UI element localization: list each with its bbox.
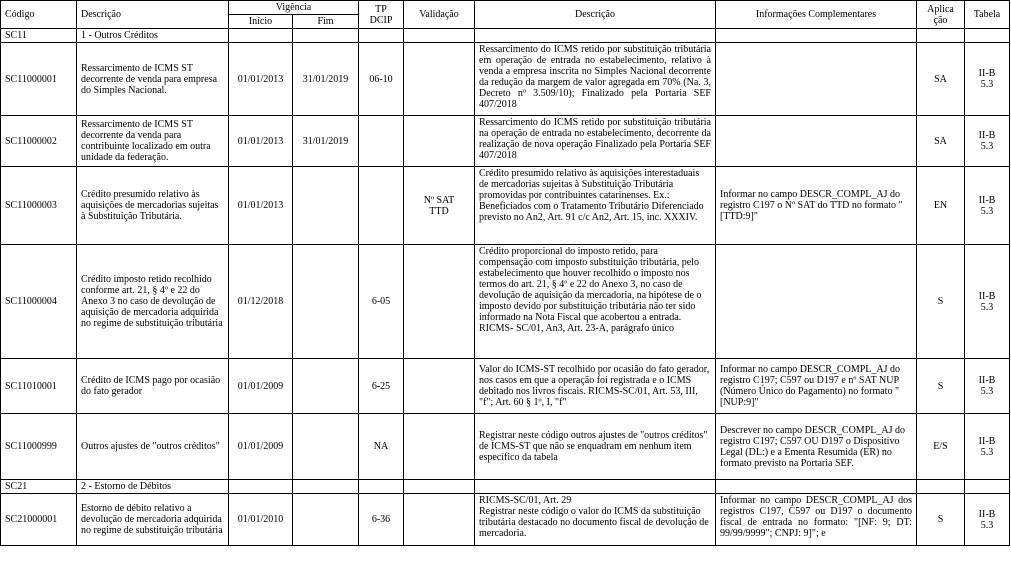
row-descricao-curta: Crédito presumido relativo às aquisições de mercadorias sujeitas à Substituição Tributária. [77, 167, 229, 245]
table-row [1, 43, 1010, 116]
row-codigo: SC11000001 [1, 43, 77, 116]
row-info [716, 43, 917, 116]
section-code: SC11 [1, 29, 77, 43]
row-aplicacao: EN [917, 167, 965, 245]
row-descricao-curta: Estorno de débito relativo a devolução de mercadoria adquirida no regime de substituição tributária [77, 494, 229, 546]
row-aplicacao: SA [917, 43, 965, 116]
row-inicio: 01/01/2009 [229, 414, 293, 480]
section-row [1, 29, 1010, 43]
row-codigo: SC11000002 [1, 116, 77, 167]
row-tp-dcip: 6-36 [359, 494, 404, 546]
row-descricao: Ressarcimento do ICMS retido por substituição tributária na operação de entrada no estabelecimento, decorrente da realização de nova operação Finalizado pela Portaria SEF 407/2018 [475, 116, 716, 167]
row-validacao [404, 116, 475, 167]
row-validacao [404, 359, 475, 414]
row-aplicacao: S [917, 494, 965, 546]
row-fim [293, 359, 359, 414]
row-tp-dcip: 06-10 [359, 43, 404, 116]
row-aplicacao: S [917, 245, 965, 359]
header-fim: Fim [293, 15, 359, 29]
row-codigo: SC11000999 [1, 414, 77, 480]
header-tabela: Tabela [965, 1, 1010, 29]
row-descricao: Valor do ICMS-ST recolhido por ocasião do fato gerador, nos casos em que a operação foi registrada e o ICMS debitado nos livros fiscais. RICMS-SC/01, Art. 53, III, "f"; Art. 60 § 1º, I, "f" [475, 359, 716, 414]
row-inicio: 01/01/2010 [229, 494, 293, 546]
row-aplicacao: E/S [917, 414, 965, 480]
header-descricao-curta: Descrição [77, 1, 229, 29]
row-fim [293, 167, 359, 245]
row-tp-dcip [359, 167, 404, 245]
row-aplicacao: S [917, 359, 965, 414]
row-codigo: SC21000001 [1, 494, 77, 546]
row-descricao-curta: Outros ajustes de "outros créditos" [77, 414, 229, 480]
header-tp-dcip: TP DCIP [359, 1, 404, 29]
row-fim [293, 414, 359, 480]
table-row [1, 494, 1010, 546]
row-fim [293, 245, 359, 359]
row-info [716, 245, 917, 359]
row-inicio: 01/01/2009 [229, 359, 293, 414]
row-tabela: II-B 5.3 [965, 414, 1010, 480]
header-descricao: Descrição [475, 1, 716, 29]
row-validacao [404, 43, 475, 116]
row-descricao: RICMS-SC/01, Art. 29 Registrar neste código o valor do ICMS da substituição tributária destacado no documento fiscal de devolução de mercadoria. [475, 494, 716, 546]
section-title: 2 - Estorno de Débitos [77, 480, 229, 494]
header-vigencia: Vigência [229, 1, 359, 15]
row-inicio: 01/01/2013 [229, 167, 293, 245]
row-inicio: 01/12/2018 [229, 245, 293, 359]
row-descricao-curta: Ressarcimento de ICMS ST decorrente da venda para contribuinte localizado em outra unidade da federação. [77, 116, 229, 167]
table-row [1, 167, 1010, 245]
row-inicio: 01/01/2013 [229, 43, 293, 116]
table-row [1, 359, 1010, 414]
row-tp-dcip [359, 116, 404, 167]
row-fim: 31/01/2019 [293, 43, 359, 116]
header-info: Informações Complementares [716, 1, 917, 29]
row-codigo: SC11000004 [1, 245, 77, 359]
row-tabela: II-B 5.3 [965, 359, 1010, 414]
table-row [1, 245, 1010, 359]
row-aplicacao: SA [917, 116, 965, 167]
row-fim [293, 494, 359, 546]
row-tabela: II-B 5.3 [965, 43, 1010, 116]
section-title: 1 - Outros Créditos [77, 29, 229, 43]
row-tabela: II-B 5.3 [965, 167, 1010, 245]
row-validacao [404, 494, 475, 546]
row-descricao: Crédito proporcional do imposto retido, para compensação com imposto substituição tributária, pelo estabelecimento que houver recolhido o imposto nos termos do art. 21, § 4º e 22 do Anexo 3, no caso de devolução de aquisição da mercadoria, na hipótese de o imposto devido por substituição tributária não ter sido informado na Nota Fiscal que acobertou a entrada. RICMS- SC/01, An3, Art. 23-A, parágrafo único [475, 245, 716, 359]
row-descricao: Registrar neste código outros ajustes de "outros créditos" de ICMS-ST que não se enquadram em nenhum item específico da tabela [475, 414, 716, 480]
row-tabela: II-B 5.3 [965, 116, 1010, 167]
row-descricao-curta: Crédito imposto retido recolhido conforme art. 21, § 4º e 22 do Anexo 3 no caso de devolução de aquisição de mercadoria adquirida no regime de substituição tributária [77, 245, 229, 359]
row-descricao-curta: Crédito de ICMS pago por ocasião do fato gerador [77, 359, 229, 414]
row-codigo: SC11010001 [1, 359, 77, 414]
row-tp-dcip: 6-25 [359, 359, 404, 414]
row-descricao: Ressarcimento do ICMS retido por substituição tributária em operação de entrada no estabelecimento, relativo à venda a empresa inscrita no Simples Nacional decorrente da redução da margem de valor agregada em 70% (Na. 3, Decreto nº 3.509/10); Finalizado pela Portaria SEF 407/2018 [475, 43, 716, 116]
row-info: Informar no campo DESCR_COMPL_AJ do registro C197; C597 ou D197 e nº SAT NUP (Número Único do Pagamento) no formato "[NUP:9]" [716, 359, 917, 414]
row-info [716, 116, 917, 167]
row-info: Informar no campo DESCR_COMPL_AJ dos registros C197, C597 ou D197 o documento fiscal de entrada no formato: "[NF: 9; DT: 99/99/9999"; CNPJ: 9]"; e [716, 494, 917, 546]
row-descricao-curta: Ressarcimento de ICMS ST decorrente de venda para empresa do Simples Nacional. [77, 43, 229, 116]
row-fim: 31/01/2019 [293, 116, 359, 167]
row-info: Descrever no campo DESCR_COMPL_AJ do registro C197; C597 OU D197 o Dispositivo Legal (DL:) e a Ementa Resumida (ER) no formato previsto na Portaria SEF. [716, 414, 917, 480]
row-descricao: Crédito presumido relativo às aquisições interestaduais de mercadorias sujeitas à Substituição Tributária promovidas por contribuintes catarinenses. Ex.: Beneficiados com o Tratamento Tributário Diferenciado previsto no An2, Art. 91 c/c An2, Art. 15, inc. XXXIV. [475, 167, 716, 245]
row-codigo: SC11000003 [1, 167, 77, 245]
row-validacao [404, 414, 475, 480]
section-code: SC21 [1, 480, 77, 494]
row-tp-dcip: 6-05 [359, 245, 404, 359]
table-row [1, 116, 1010, 167]
row-inicio: 01/01/2013 [229, 116, 293, 167]
row-info: Informar no campo DESCR_COMPL_AJ do registro C197 o Nº SAT do TTD no formato "[TTD:9]" [716, 167, 917, 245]
row-validacao: Nº SAT TTD [404, 167, 475, 245]
row-tabela: II-B 5.3 [965, 494, 1010, 546]
row-tabela: II-B 5.3 [965, 245, 1010, 359]
section-row [1, 480, 1010, 494]
table-row [1, 414, 1010, 480]
header-validacao: Validação [404, 1, 475, 29]
row-validacao [404, 245, 475, 359]
header-aplicacao: Aplica ção [917, 1, 965, 29]
row-tp-dcip: NA [359, 414, 404, 480]
header-inicio: Início [229, 15, 293, 29]
header-codigo: Código [1, 1, 77, 29]
